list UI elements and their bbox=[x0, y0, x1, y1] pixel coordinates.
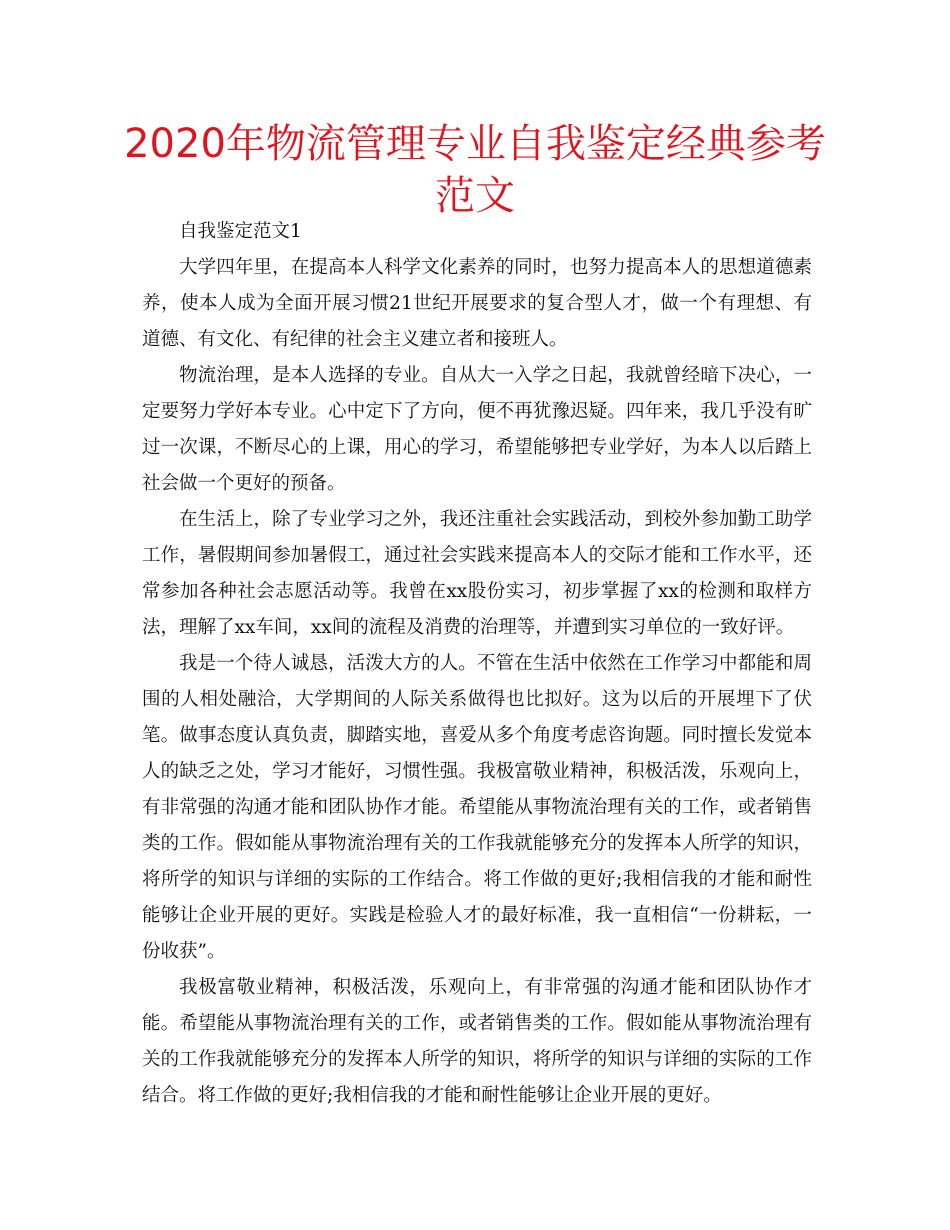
document-title: 2020年物流管理专业自我鉴定经典参考范文 bbox=[124, 121, 826, 219]
paragraph-4: 我是一个待人诚恳，活泼大方的人。不管在生活中依然在工作学习中都能和周围的人相处融洽，大学期间的人际关系做得也比拟好。这为以后的开展埋下了伏笔。做事态度认真负责，脚踏实地，喜爱从多个角度考虑咨询题。同时擅长发觉本人的缺乏之处，学习才能好，习惯性强。我极富敬业精神，积极活泼，乐观向上，有非常强的沟通才能和团队协作才能。希望能从事物流治理有关的工作，或者销售类的工作。假如能从事物流治理有关的工作我就能够充分的发挥本人所学的知识，将所学的知识与详细的实际的工作结合。将工作做的更好;我相信我的才能和耐性能够让企业开展的更好。实践是检验人才的最好标准，我一直相信“一份耕耘，一份收获”。 bbox=[142, 653, 812, 962]
paragraph-2: 物流治理，是本人选择的专业。自从大一入学之日起，我就曾经暗下决心，一定要努力学好本专业。心中定下了方向，便不再犹豫迟疑。四年来，我几乎没有旷过一次课，不断尽心的上课，用心的学习，希望能够把专业学好，为本人以后踏上社会做一个更好的预备。 bbox=[142, 365, 812, 494]
paragraph-3: 在生活上，除了专业学习之外，我还注重社会实践活动，到校外参加勤工助学工作，暑假期间参加暑假工，通过社会实践来提高本人的交际才能和工作水平，还常参加各种社会志愿活动等。我曾在xx股份实习，初步掌握了xx的检测和取样方法，理解了xx车间，xx间的流程及消费的治理等，并遭到实习单位的一致好评。 bbox=[142, 509, 812, 638]
document-body bbox=[142, 214, 812, 1114]
paragraph-1: 大学四年里，在提高本人科学文化素养的同时，也努力提高本人的思想道德素养，使本人成为全面开展习惯21世纪开展要求的复合型人才，做一个有理想、有道德、有文化、有纪律的社会主义建立者和接班人。 bbox=[142, 257, 812, 350]
section-subheading: 自我鉴定范文1 bbox=[179, 221, 302, 242]
paragraph-5: 我极富敬业精神，积极活泼，乐观向上，有非常强的沟通才能和团队协作才能。希望能从事物流治理有关的工作，或者销售类的工作。假如能从事物流治理有关的工作我就能够充分的发挥本人所学的知识，将所学的知识与详细的实际的工作结合。将工作做的更好;我相信我的才能和耐性能够让企业开展的更好。 bbox=[142, 977, 812, 1106]
